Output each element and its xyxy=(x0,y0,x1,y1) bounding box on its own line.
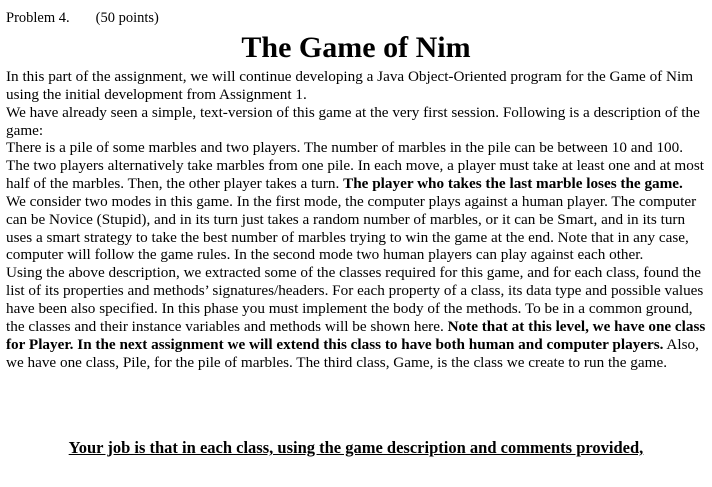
classes-player-note: Note that at this level, we have one class for Player. In the next assignment we will extend this class to have both human and computer players. xyxy=(6,317,706,353)
job-instruction: Your job is that in each class, using the game description and comments provided, xyxy=(68,438,644,457)
problem-header xyxy=(6,10,159,27)
classes-text: Using the above description, we extracted some of the classes required for this game, and for each class, found the list of its properties and methods’ signatures/headers. For each property of a class, its data type and possible values have been also specified. In this phase you must implement the body of the methods. To be in a common ground, the classes and their instance variables and methods will be shown here. xyxy=(6,264,704,335)
problem-number: Problem 4. xyxy=(6,10,70,26)
modes-paragraph: We consider two modes in this game. In the first mode, the computer plays against a human player. The computer can be Novice (Stupid), and in its turn just takes a random number of marbles, or it can be Smart, and in its turn uses a smart strategy to take the best number of marbles trying to win the game at the end. Note that in any case, computer will follow the game rules. In the second mode two human players can play against each other. xyxy=(6,192,697,264)
document-title: The Game of Nim xyxy=(241,31,471,64)
intro-paragraph: In this part of the assignment, we will continue developing a Java Object-Oriented program for the Game of Nim using the initial development from Assignment 1. xyxy=(6,68,694,103)
document-body xyxy=(6,68,706,371)
classes-paragraph xyxy=(6,264,706,371)
rules-text: There is a pile of some marbles and two players. The number of marbles in the pile can be between 10 and 100. The two players alternatively take marbles from one pile. In each move, a player must take at least one and at most half of the marbles. Then, the other player takes a turn. xyxy=(6,139,704,193)
rules-losing-condition: The player who takes the last marble loses the game. xyxy=(343,175,683,193)
problem-points: (50 points) xyxy=(95,10,159,26)
classes-tail-text: Also, we have one class, Pile, for the pile of marbles. The third class, Game, is the class we create to run the game. xyxy=(6,335,699,371)
context-paragraph: We have already seen a simple, text-version of this game at the very first session. Following is a description of the game: xyxy=(6,103,700,139)
rules-paragraph xyxy=(6,139,706,193)
